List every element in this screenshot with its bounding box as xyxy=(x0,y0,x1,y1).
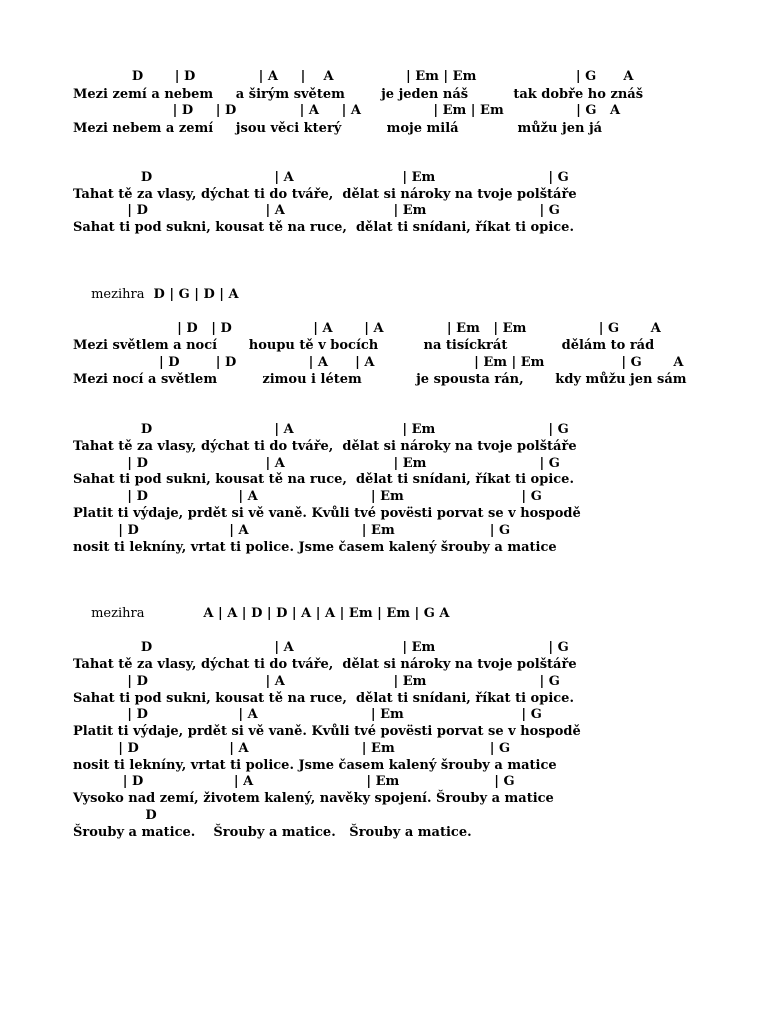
interlude-label: mezihra xyxy=(91,606,145,621)
lyric-line: Platit ti výdaje, prdět si vě vaně. Kvůli tvé povësti porvat se v hospodě xyxy=(73,724,581,739)
lyric-line: Mezi nocí a světlem zimou i létem je spousta rán, kdy můžu jen sám xyxy=(73,372,687,387)
chord-line: | D | A | Em | G xyxy=(73,707,542,722)
lyric-line: Platit ti výdaje, prdět si vě vaně. Kvůli tvé povësti porvat se v hospodě xyxy=(73,506,581,521)
chord-line: | D | D | A | A | Em | Em | G A xyxy=(73,103,621,118)
chord-line: | D | D | A | A | Em | Em | G A xyxy=(73,321,661,336)
chord-line: | D | A | Em | G xyxy=(73,203,560,218)
lyric-line: Sahat ti pod sukni, kousat tě na ruce, dělat ti snídani, říkat ti opice. xyxy=(73,691,574,706)
lyric-line: Sahat ti pod sukni, kousat tě na ruce, dělat ti snídani, říkat ti opice. xyxy=(73,220,574,235)
chord-line: | D | A | Em | G xyxy=(73,456,560,471)
lyric-line: Tahat tě za vlasy, dýchat ti do tváře, dělat si nároky na tvoje polštáře xyxy=(73,439,577,454)
lyric-line: Mezi světlem a nocí houpu tě v bocích na tisíckrát dělám to rád xyxy=(73,338,655,353)
lyric-line: nosit ti lekníny, vrtat ti police. Jsme časem kalený šrouby a matice xyxy=(73,540,557,555)
interlude-line xyxy=(73,271,239,319)
chord-line: | D | A | Em | G xyxy=(73,774,515,789)
interlude-label: mezihra xyxy=(91,287,145,302)
chord-line: | D | A | Em | G xyxy=(73,741,511,756)
chord-line: | D | D | A | A | Em | Em | G A xyxy=(73,355,684,370)
lyric-line: Tahat tě za vlasy, dýchat ti do tváře, dělat si nároky na tvoje polštáře xyxy=(73,187,577,202)
lyric-line: Mezi nebem a zemí jsou věci který moje milá můžu jen já xyxy=(73,121,603,136)
interlude-chords: A | A | D | D | A | A | Em | Em | G A xyxy=(203,606,450,621)
chord-line: D | A | Em | G xyxy=(73,640,569,655)
chord-line: D xyxy=(73,808,157,823)
chord-line: D | D | A | A | Em | Em | G A xyxy=(73,69,634,84)
lyric-line: Vysoko nad zemí, životem kalený, navěky spojení. Šrouby a matice xyxy=(73,791,554,806)
chord-line: | D | A | Em | G xyxy=(73,489,542,504)
lyric-line: Tahat tě za vlasy, dýchat ti do tváře, dělat si nároky na tvoje polštáře xyxy=(73,657,577,672)
interlude-line xyxy=(73,590,450,638)
chord-line: | D | A | Em | G xyxy=(73,674,560,689)
chord-line: | D | A | Em | G xyxy=(73,523,511,538)
chord-line: D | A | Em | G xyxy=(73,170,569,185)
chord-line: D | A | Em | G xyxy=(73,422,569,437)
lyric-line: Sahat ti pod sukni, kousat tě na ruce, dělat ti snídani, říkat ti opice. xyxy=(73,472,574,487)
lyric-line: Šrouby a matice. Šrouby a matice. Šrouby a matice. xyxy=(73,825,472,840)
lyric-line: Mezi zemí a nebem a širým světem je jeden náš tak dobře ho znáš xyxy=(73,87,644,102)
interlude-chords: D | G | D | A xyxy=(153,287,239,302)
lyric-line: nosit ti lekníny, vrtat ti police. Jsme časem kalený šrouby a matice xyxy=(73,758,557,773)
